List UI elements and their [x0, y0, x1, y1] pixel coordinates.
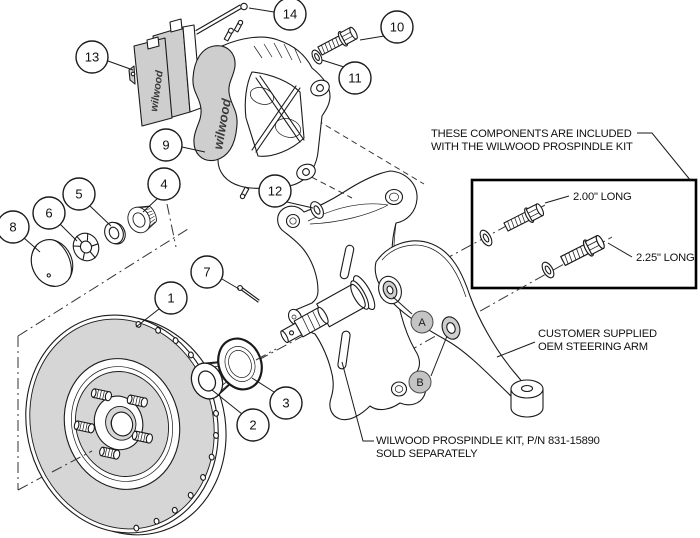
svg-text:3: 3	[282, 395, 290, 411]
svg-text:A: A	[418, 317, 426, 329]
svg-text:2: 2	[249, 417, 257, 433]
steering-line-1: CUSTOMER SUPPLIED	[538, 328, 657, 340]
badge-a	[411, 311, 433, 333]
pad-logo-script: wilwood	[148, 69, 166, 113]
callout-1	[155, 282, 187, 314]
svg-text:1: 1	[167, 290, 175, 306]
bleed-screw-top	[224, 27, 234, 41]
svg-text:6: 6	[45, 205, 53, 221]
callout-6	[33, 197, 65, 229]
callout-3	[270, 387, 302, 419]
annotation-included	[431, 128, 691, 181]
bleed-screw-top-2	[234, 20, 243, 32]
callout-10	[381, 11, 413, 43]
caliper-mount-bolt	[316, 25, 359, 58]
callout-5	[63, 178, 95, 210]
kit-line-1: WILWOOD PROSPINDLE KIT, P/N 831-15890	[376, 435, 600, 447]
label-bolt-long: 2.25" LONG	[636, 252, 695, 264]
callout-12	[259, 175, 291, 207]
pad-abutment-hole	[131, 72, 135, 76]
svg-text:5: 5	[75, 186, 83, 202]
annotation-steering-arm	[497, 328, 657, 357]
svg-text:4: 4	[160, 176, 168, 192]
badge-b	[409, 371, 431, 393]
leader-steering	[497, 342, 535, 357]
callout-4	[148, 168, 180, 200]
bleed-screw-bottom	[240, 187, 249, 199]
included-line-2: WITH THE WILWOOD PROSPINDLE KIT	[431, 141, 633, 153]
callout-9	[150, 129, 182, 161]
leader-included	[637, 133, 691, 181]
callout-2	[237, 409, 269, 441]
brake-pads	[129, 19, 201, 126]
caliper-logo-script: wilwood	[210, 97, 234, 151]
svg-text:13: 13	[84, 49, 100, 65]
brake-caliper	[193, 20, 332, 200]
spindle-cotter-pin	[238, 286, 259, 302]
steering-line-2: OEM STEERING ARM	[538, 341, 648, 353]
spindle-nut	[69, 229, 103, 265]
tie-rod-end-boss	[511, 380, 543, 417]
outer-bearing	[124, 201, 160, 236]
callout-8	[0, 211, 29, 243]
svg-text:B: B	[416, 377, 424, 389]
svg-text:14: 14	[282, 6, 298, 22]
svg-text:10: 10	[389, 19, 405, 35]
label-bolt-short: 2.00" LONG	[573, 191, 632, 203]
svg-text:7: 7	[203, 264, 211, 280]
dust-cap	[24, 233, 80, 293]
callout-13	[76, 41, 108, 73]
callout-11	[339, 62, 371, 94]
svg-text:9: 9	[162, 137, 170, 153]
included-line-1: THESE COMPONENTS ARE INCLUDED	[431, 128, 632, 140]
svg-text:8: 8	[9, 219, 17, 235]
callout-14	[274, 0, 306, 30]
brake-rotor	[0, 290, 251, 538]
svg-text:11: 11	[348, 70, 362, 86]
callout-7	[191, 256, 223, 288]
svg-text:12: 12	[267, 183, 283, 199]
spindle-washer	[101, 219, 128, 248]
kit-line-2: SOLD SEPARATELY	[376, 448, 478, 460]
